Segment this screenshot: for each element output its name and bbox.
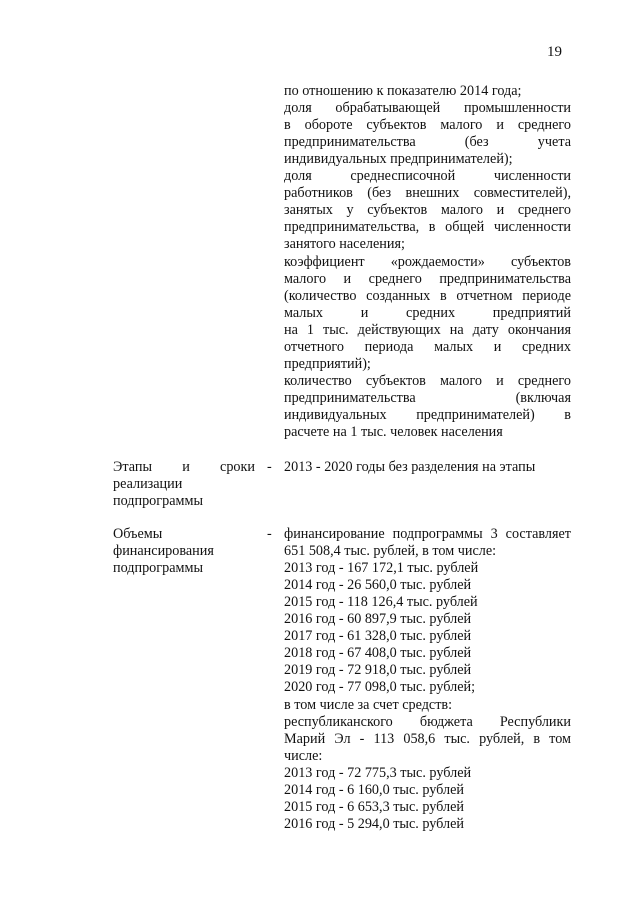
financing-text-line: республиканского бюджета Республики — [284, 713, 571, 730]
stages-label-line-1: Этапы и сроки — [113, 459, 255, 475]
indicator-text-line: количество субъектов малого и среднего — [284, 372, 571, 389]
financing-text-line: 2015 год - 6 653,3 тыс. рублей — [284, 798, 464, 815]
page-number: 19 — [547, 44, 562, 60]
indicator-text-line: (количество созданных в отчетном периоде — [284, 287, 571, 304]
financing-text-line: числе: — [284, 747, 323, 764]
indicator-text-line: индивидуальных предпринимателей) в — [284, 406, 571, 423]
indicator-text-line: коэффициент «рождаемости» субъектов — [284, 253, 571, 270]
indicator-text-line: предпринимательства (без учета — [284, 134, 571, 151]
financing-text-line: 651 508,4 тыс. рублей, в том числе: — [284, 543, 497, 560]
indicator-text-line: занятого населения; — [284, 236, 405, 253]
financing-text-line: 2017 год - 61 328,0 тыс. рублей — [284, 628, 472, 645]
financing-text-line: 2014 год - 26 560,0 тыс. рублей — [284, 577, 472, 594]
stages-label-line-2: реализации — [113, 476, 183, 492]
indicator-text-line: занятых у субъектов малого и среднего — [284, 202, 571, 219]
financing-text-line: финансирование подпрограммы 3 составляет — [284, 526, 571, 542]
financing-text-line: Марий Эл - 113 058,6 тыс. рублей, в том — [284, 730, 571, 747]
indicator-text-line: индивидуальных предпринимателей); — [284, 151, 513, 168]
indicator-text-line: малого и среднего предпринимательства — [284, 270, 571, 287]
financing-text-line: 2020 год - 77 098,0 тыс. рублей; — [284, 679, 476, 696]
stages-dash: - — [267, 459, 272, 475]
stages-label-line-3: подпрограммы — [113, 493, 203, 509]
financing-text-line: 2018 год - 67 408,0 тыс. рублей — [284, 645, 472, 662]
indicator-text-line: доля обрабатывающей промышленности — [284, 100, 571, 117]
financing-text-line: 2014 год - 6 160,0 тыс. рублей — [284, 781, 464, 798]
indicator-text-line: расчете на 1 тыс. человек населения — [284, 424, 503, 440]
financing-text-line: 2016 год - 5 294,0 тыс. рублей — [284, 815, 464, 832]
financing-label-line-3: подпрограммы — [113, 560, 203, 576]
indicator-text-line: в обороте субъектов малого и среднего — [284, 117, 571, 134]
stages-value: 2013 - 2020 годы без разделения на этапы — [284, 459, 536, 475]
financing-text-line: в том числе за счет средств: — [284, 696, 453, 713]
financing-text-line: 2013 год - 167 172,1 тыс. рублей — [284, 560, 479, 577]
financing-label-line-2: финансирования — [113, 543, 214, 559]
indicator-text-line: отчетного периода малых и средних — [284, 338, 571, 355]
financing-text-line: 2016 год - 60 897,9 тыс. рублей — [284, 611, 472, 628]
indicator-text-line: по отношению к показателю 2014 года; — [284, 83, 522, 99]
indicator-text-line: предприятий); — [284, 355, 371, 372]
indicator-text-line: предпринимательства, в общей численности — [284, 219, 571, 236]
financing-text-line: 2019 год - 72 918,0 тыс. рублей — [284, 662, 472, 679]
indicator-text-line: предпринимательства (включая — [284, 389, 571, 406]
financing-text-line: 2013 год - 72 775,3 тыс. рублей — [284, 764, 472, 781]
indicator-text-line: на 1 тыс. действующих на дату окончания — [284, 321, 571, 338]
financing-dash: - — [267, 526, 272, 542]
financing-text-line: 2015 год - 118 126,4 тыс. рублей — [284, 594, 478, 611]
financing-label-line-1: Объемы — [113, 526, 163, 542]
indicator-text-line: доля среднесписочной численности — [284, 168, 571, 185]
indicator-text-line: работников (без внешних совместителей), — [284, 185, 571, 202]
indicator-text-line: малых и средних предприятий — [284, 304, 571, 321]
